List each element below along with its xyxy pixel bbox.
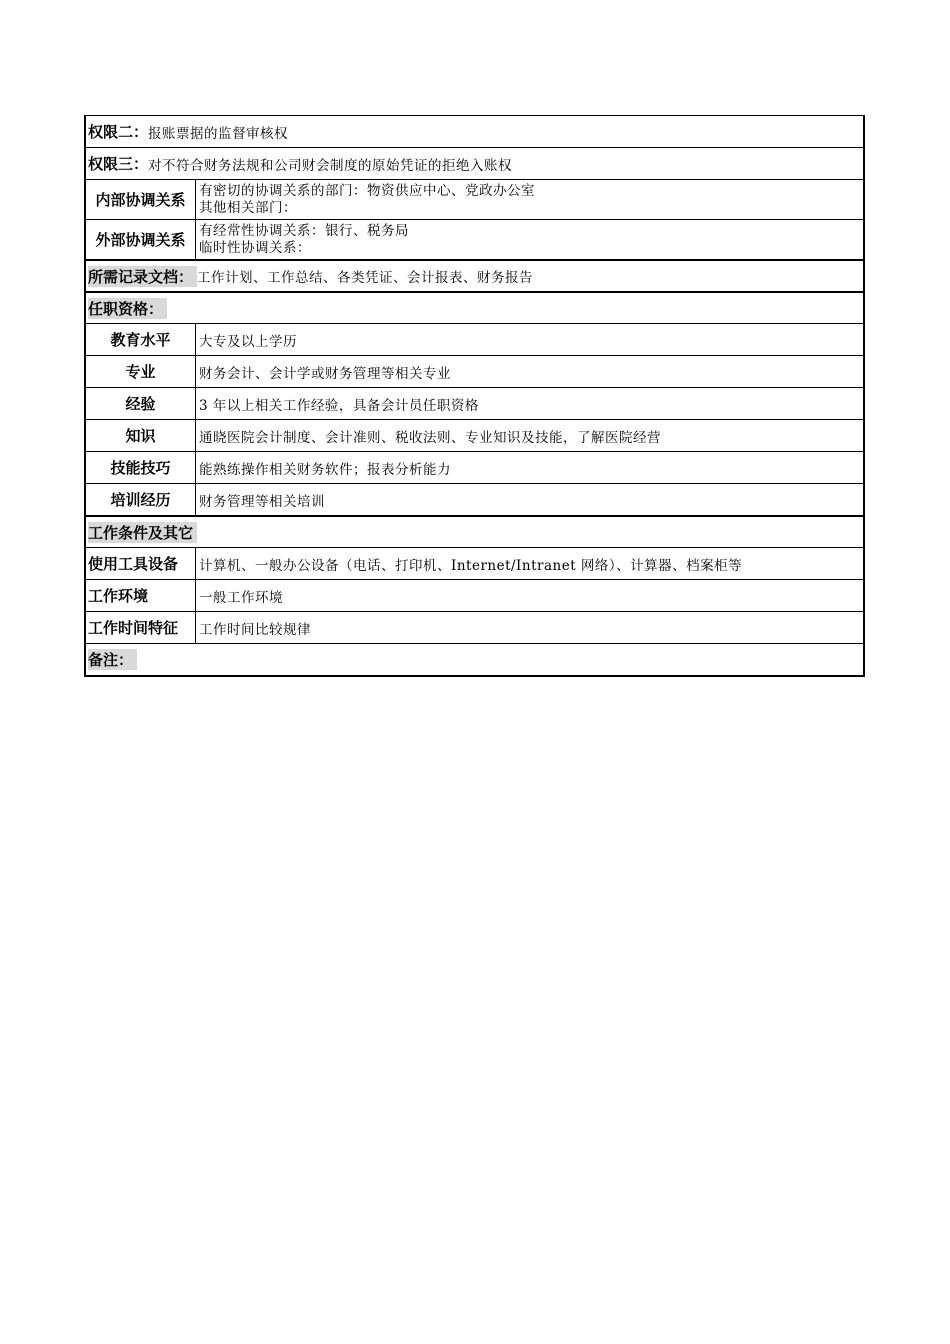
qualification-value: 能熟练操作相关财务软件；报表分析能力	[199, 461, 451, 478]
qualifications-header: 任职资格：	[88, 298, 167, 319]
qualification-row	[86, 483, 863, 515]
condition-row	[86, 611, 863, 643]
authority-three-label: 权限三：	[88, 155, 149, 173]
internal-coordination-row	[86, 179, 863, 219]
qualification-row	[86, 355, 863, 387]
authority-two-row	[86, 115, 863, 147]
qualification-value: 财务会计、会计学或财务管理等相关专业	[199, 365, 451, 382]
qualifications-header-row	[86, 291, 863, 323]
qualification-key: 知识	[86, 420, 196, 451]
condition-key: 使用工具设备	[86, 548, 196, 579]
internal-coordination-label: 内部协调关系	[86, 180, 196, 219]
qualification-key: 专业	[86, 356, 196, 387]
condition-value: 工作时间比较规律	[199, 621, 311, 638]
external-coordination-row	[86, 219, 863, 259]
job-description-table	[84, 115, 865, 677]
qualification-row	[86, 451, 863, 483]
remarks-row	[86, 643, 863, 675]
conditions-header: 工作条件及其它	[88, 522, 197, 543]
external-coordination-label: 外部协调关系	[86, 220, 196, 259]
authority-three-value: 对不符合财务法规和公司财会制度的原始凭证的拒绝入账权	[148, 157, 513, 174]
external-coordination-line1: 有经常性协调关系：银行、税务局	[199, 222, 409, 239]
condition-value: 计算机、一般办公设备（电话、打印机、Internet/Intranet 网络）、计算器、档案柜等	[199, 557, 743, 574]
qualification-value: 财务管理等相关培训	[199, 493, 325, 510]
authority-three-row	[86, 147, 863, 179]
qualification-row	[86, 323, 863, 355]
qualification-row	[86, 419, 863, 451]
qualification-key: 教育水平	[86, 324, 196, 355]
condition-row	[86, 547, 863, 579]
condition-key: 工作时间特征	[86, 612, 196, 643]
records-value: 工作计划、工作总结、各类凭证、会计报表、财务报告	[197, 270, 534, 286]
authority-two-value: 报账票据的监督审核权	[148, 125, 289, 142]
internal-coordination-line1: 有密切的协调关系的部门：物资供应中心、党政办公室	[199, 182, 535, 199]
condition-value: 一般工作环境	[199, 589, 283, 606]
conditions-header-row	[86, 515, 863, 547]
qualification-key: 经验	[86, 388, 196, 419]
external-coordination-line2: 临时性协调关系：	[199, 239, 311, 256]
qualification-value: 大专及以上学历	[199, 333, 297, 350]
records-label: 所需记录文档：	[88, 266, 197, 287]
authority-two-label: 权限二：	[88, 123, 149, 141]
qualification-value: 通晓医院会计制度、会计准则、税收法则、专业知识及技能，了解医院经营	[199, 429, 661, 446]
records-row	[86, 259, 863, 291]
qualification-value: 3 年以上相关工作经验，具备会计员任职资格	[199, 397, 479, 414]
qualification-row	[86, 387, 863, 419]
remarks-label: 备注：	[88, 649, 137, 670]
qualification-key: 培训经历	[86, 484, 196, 515]
condition-row	[86, 579, 863, 611]
internal-coordination-line2: 其他相关部门：	[199, 199, 297, 216]
qualification-key: 技能技巧	[86, 452, 196, 483]
condition-key: 工作环境	[86, 580, 196, 611]
